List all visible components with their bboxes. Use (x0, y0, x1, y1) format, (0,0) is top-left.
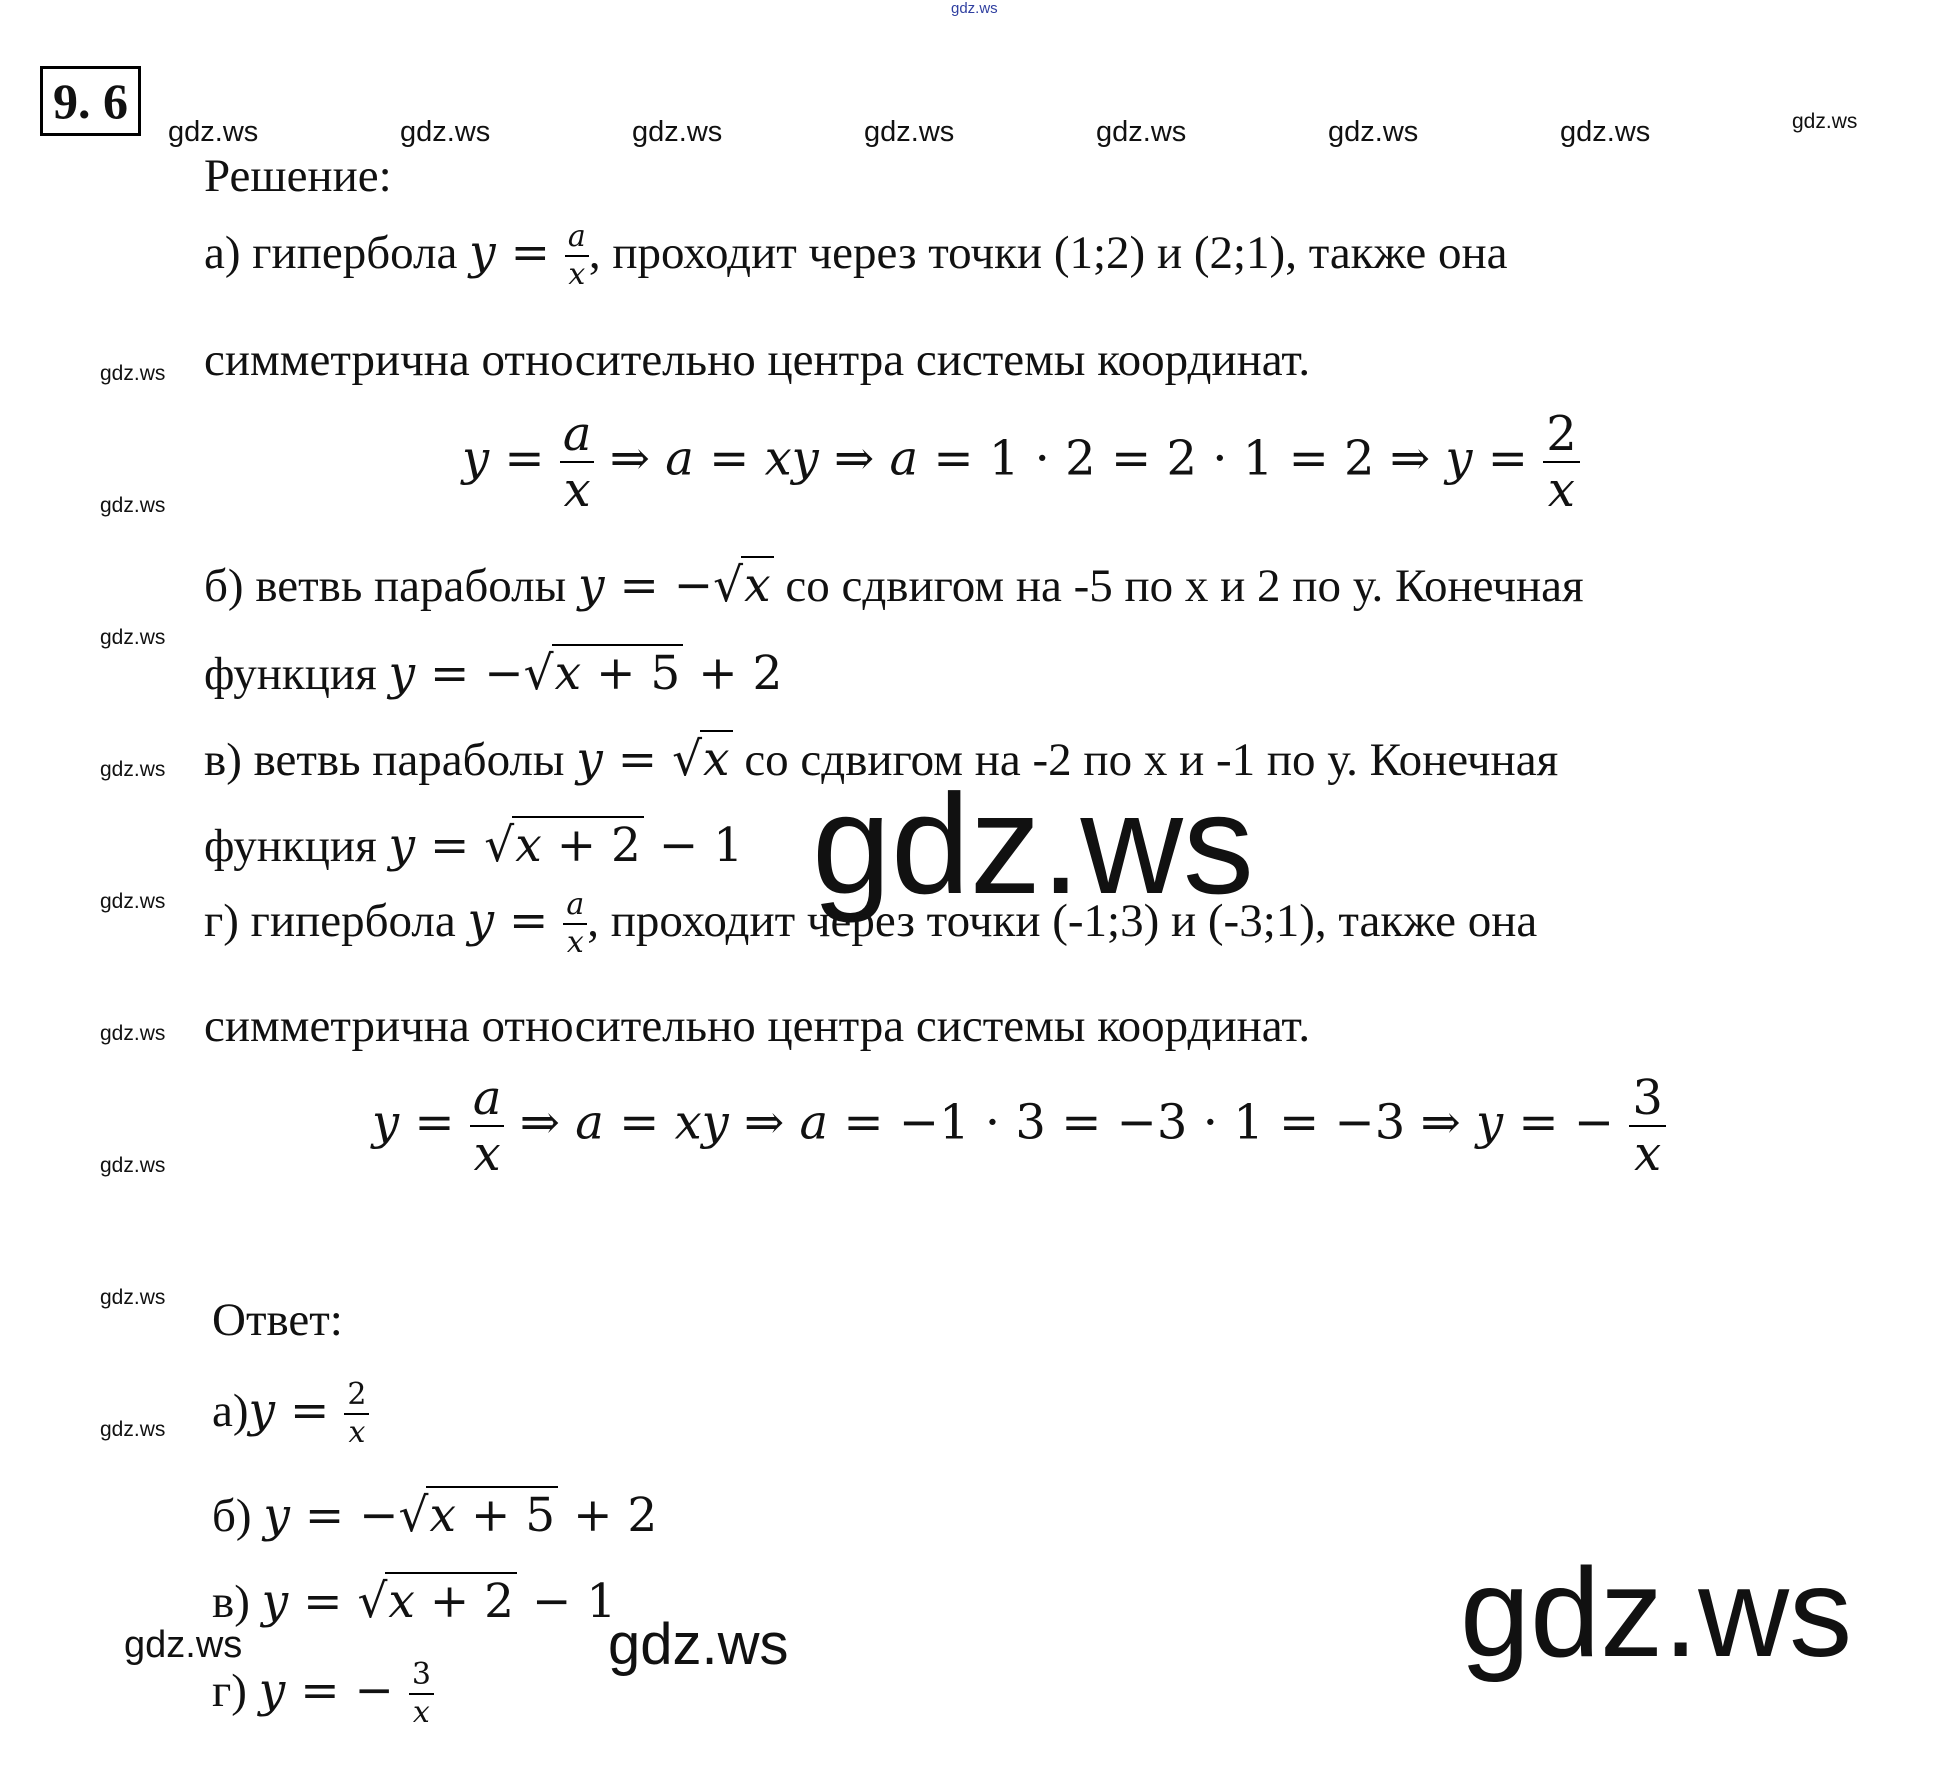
answer-a-label: а) (212, 1385, 249, 1437)
part-g-derivation: y = $\frac{a}{x}$ ⇒ a = xy ⇒ a = −1 · 3 = −3 · 1 = −3 ⇒ y = − $\frac{3}{x}$ (372, 1074, 1666, 1178)
part-a-line2: симметрична относительно центра системы координат. (204, 334, 1311, 386)
part-a-prefix: а) гипербола (204, 227, 458, 279)
watermark-side: gdz.ws (100, 890, 166, 913)
watermark-medium-bottom: gdz.ws (608, 1612, 789, 1677)
watermark-large-bottom-right: gdz.ws (1460, 1542, 1853, 1683)
watermark-side: gdz.ws (100, 1418, 166, 1441)
watermark-side: gdz.ws (100, 494, 166, 517)
part-g-line1 (204, 887, 1538, 960)
part-a-suffix: , проходит через точки (1;2) и (2;1), также она (588, 227, 1508, 279)
answer-g-label: г) (212, 1665, 247, 1717)
part-v-line2 (204, 816, 743, 876)
part-b-formula: y = −√x (578, 558, 774, 613)
watermark-row: gdz.ws (864, 116, 955, 148)
answer-v-label: в) (212, 1576, 250, 1628)
watermark-side: gdz.ws (100, 362, 166, 385)
watermark-bottom-left: gdz.ws (124, 1624, 243, 1666)
problem-number: 9. 6 (40, 66, 141, 136)
part-v-prefix: в) ветвь параболы (204, 734, 565, 786)
solution-heading: Решение: (204, 150, 392, 202)
part-v-formula: y = √x (576, 732, 732, 787)
watermark-side: gdz.ws (100, 1022, 166, 1045)
part-a-formula: y = $\frac{a}{x}$ (469, 225, 589, 280)
part-b-line2 (204, 644, 782, 704)
answer-b-formula: y = −√x + 5 + 2 (263, 1488, 658, 1543)
watermark-side: gdz.ws (100, 1286, 166, 1309)
answer-heading: Ответ: (212, 1294, 343, 1346)
answer-g (212, 1657, 434, 1730)
watermark-row: gdz.ws (1792, 110, 1858, 133)
watermark-top-tiny: gdz.ws (951, 0, 998, 17)
answer-a-formula: y = $\frac{2}{x}$ (249, 1383, 370, 1438)
watermark-row: gdz.ws (400, 116, 491, 148)
part-g-prefix: г) гипербола (204, 895, 456, 947)
watermark-row: gdz.ws (632, 116, 723, 148)
part-v-line2-prefix: функция (204, 820, 377, 872)
part-b-line1 (204, 556, 1584, 616)
part-b-line2-prefix: функция (204, 648, 377, 700)
answer-v-formula: y = √x + 2 − 1 (261, 1574, 617, 1629)
part-v-final-function: y = √x + 2 − 1 (388, 818, 744, 873)
part-a-derivation: y = $\frac{a}{x}$ ⇒ a = xy ⇒ a = 1 · 2 = 2 · 1 = 2 ⇒ y = $\frac{2}{x}$ (462, 410, 1580, 514)
part-b-final-function: y = −√x + 5 + 2 (388, 646, 783, 701)
answer-g-formula: y = − $\frac{3}{x}$ (259, 1663, 434, 1718)
watermark-row: gdz.ws (1560, 116, 1651, 148)
answer-v (212, 1572, 616, 1632)
part-g-formula: y = $\frac{a}{x}$ (467, 893, 587, 948)
part-g-suffix: , проходит через точки (-1;3) и (-3;1), также она (587, 895, 1538, 947)
watermark-row: gdz.ws (1328, 116, 1419, 148)
watermark-side: gdz.ws (100, 758, 166, 781)
watermark-side: gdz.ws (100, 1154, 166, 1177)
part-a-line1 (204, 219, 1508, 292)
part-v-line1 (204, 730, 1558, 790)
watermark-large-center: gdz.ws (812, 765, 1254, 924)
answer-b (212, 1486, 657, 1546)
part-v-suffix: со сдвигом на -2 по х и -1 по у. Конечная (744, 734, 1559, 786)
answer-a (212, 1377, 369, 1450)
watermark-row: gdz.ws (168, 116, 259, 148)
part-b-suffix: со сдвигом на -5 по х и 2 по у. Конечная (785, 560, 1584, 612)
part-b-prefix: б) ветвь параболы (204, 560, 567, 612)
watermark-row: gdz.ws (1096, 116, 1187, 148)
answer-b-label: б) (212, 1490, 252, 1542)
watermark-side: gdz.ws (100, 626, 166, 649)
part-g-line2: симметрична относительно центра системы координат. (204, 1000, 1311, 1052)
